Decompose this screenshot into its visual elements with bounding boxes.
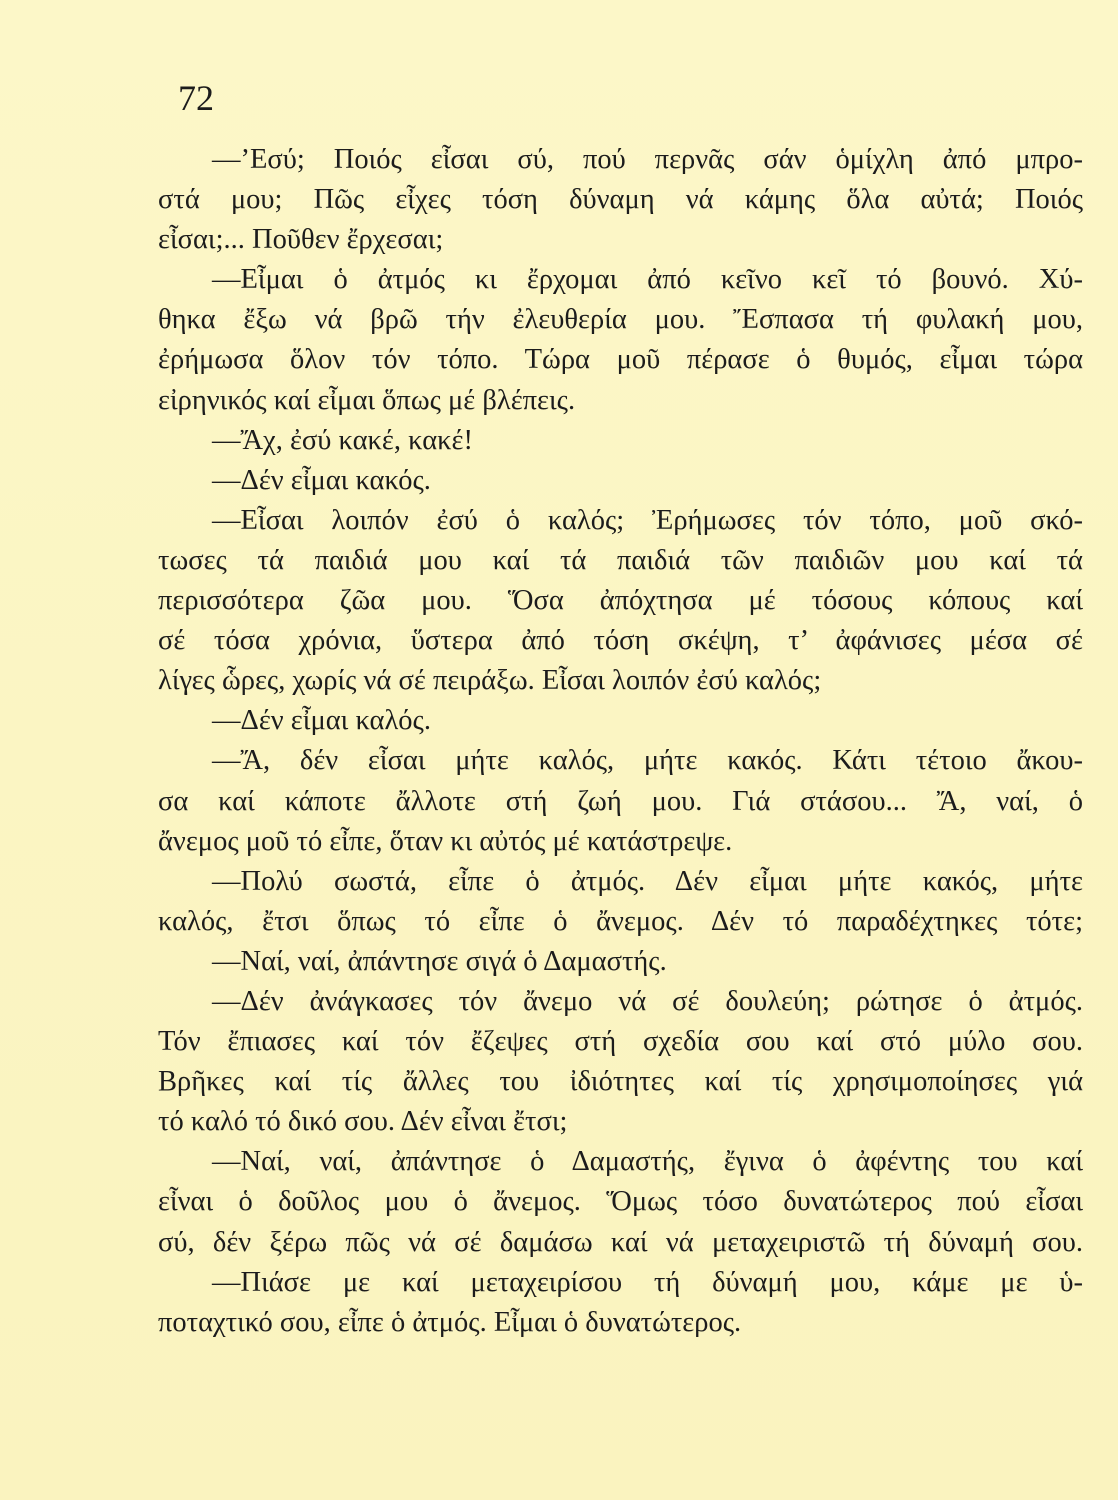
text-line: τωσες τά παιδιά μου καί τά παιδιά τῶν παιδιῶν μου καί τά (158, 544, 1083, 576)
text-line: —Πολύ σωστά, εἶπε ὁ ἀτμός. Δέν εἶμαι μήτε κακός, μήτε (212, 865, 1083, 897)
text-line: θηκα ἔξω νά βρῶ τήν ἐλευθερία μου. Ἔσπασα τή φυλακή μου, (158, 304, 1083, 336)
text-line: —Εἶμαι ὁ ἀτμός κι ἔρχομαι ἀπό κεῖνο κεῖ τό βουνό. Χύ- (212, 264, 1083, 296)
text-line: Τόν ἔπιασες καί τόν ἔζεψες στή σχεδία σου καί στό μύλο σου. (158, 1026, 1083, 1058)
text-line: —’Εσύ; Ποιός εἶσαι σύ, πού περνᾶς σάν ὁμίχλη ἀπό μπρο- (212, 144, 1083, 175)
text-line: καλός, ἔτσι ὅπως τό εἶπε ὁ ἄνεμος. Δέν τό παραδέχτηκες τότε; (158, 905, 1083, 937)
text-line: —Ἄ, δέν εἶσαι μήτε καλός, μήτε κακός. Κάτι τέτοιο ἄκου- (212, 745, 1083, 777)
text-line: —Δέν ἀνάγκασες τόν ἄνεμο νά σέ δουλεύη; ρώτησε ὁ ἀτμός. (212, 985, 1083, 1017)
text-line: —Δέν εἶμαι καλός. (212, 705, 431, 737)
text-line: εἶναι ὁ δοῦλος μου ὁ ἄνεμος. Ὅμως τόσο δυνατώτερος πού εἶσαι (158, 1186, 1083, 1218)
text-line: σέ τόσα χρόνια, ὕστερα ἀπό τόση σκέψη, τ’ ἀφάνισες μέσα σέ (158, 625, 1083, 657)
text-line: —Ναί, ναί, ἀπάντησε ὁ Δαμαστής, ἔγινα ὁ ἀφέντης του καί (212, 1146, 1083, 1178)
text-line: ἄνεμος μοῦ τό εἶπε, ὅταν κι αὐτός μέ κατάστρεψε. (158, 825, 733, 857)
text-line: ποταχτικό σου, εἶπε ὁ ἀτμός. Εἶμαι ὁ δυνατώτερος. (158, 1306, 742, 1338)
text-line: τό καλό τό δικό σου. Δέν εἶναι ἔτσι; (158, 1106, 568, 1138)
text-line: ἐρήμωσα ὅλον τόν τόπο. Τώρα μοῦ πέρασε ὁ θυμός, εἶμαι τώρα (158, 344, 1083, 376)
text-line: περισσότερα ζῶα μου. Ὅσα ἀπόχτησα μέ τόσους κόπους καί (158, 585, 1083, 617)
text-line: —Ναί, ναί, ἀπάντησε σιγά ὁ Δαμαστής. (212, 945, 667, 977)
text-line: Βρῆκες καί τίς ἄλλες του ἰδιότητες καί τίς χρησιμοποίησες γιά (158, 1066, 1083, 1098)
page-number: 72 (178, 78, 214, 118)
text-line: λίγες ὧρες, χωρίς νά σέ πειράξω. Εἶσαι λοιπόν ἐσύ καλός; (158, 665, 822, 697)
text-line: σύ, δέν ξέρω πῶς νά σέ δαμάσω καί νά μεταχειριστῶ τή δύναμή σου. (158, 1226, 1083, 1258)
text-line: σα καί κάποτε ἄλλοτε στή ζωή μου. Γιά στάσου... Ἄ, ναί, ὁ (158, 785, 1083, 817)
text-line: —Ἄχ, ἐσύ κακέ, κακέ! (212, 424, 473, 456)
text-line: —Δέν εἶμαι κακός. (212, 464, 431, 496)
text-line: —Πιάσε με καί μεταχειρίσου τή δύναμή μου, κάμε με ὑ- (212, 1266, 1083, 1298)
text-line: εἰρηνικός καί εἶμαι ὅπως μέ βλέπεις. (158, 384, 576, 416)
body-text (158, 140, 1083, 1343)
text-line: —Εἶσαι λοιπόν ἐσύ ὁ καλός; Ἐρήμωσες τόν τόπο, μοῦ σκό- (212, 504, 1083, 536)
text-line: στά μου; Πῶς εἶχες τόση δύναμη νά κάμης ὅλα αὐτά; Ποιός (158, 184, 1083, 216)
text-line: εἶσαι;... Ποῦθεν ἔρχεσαι; (158, 224, 444, 256)
